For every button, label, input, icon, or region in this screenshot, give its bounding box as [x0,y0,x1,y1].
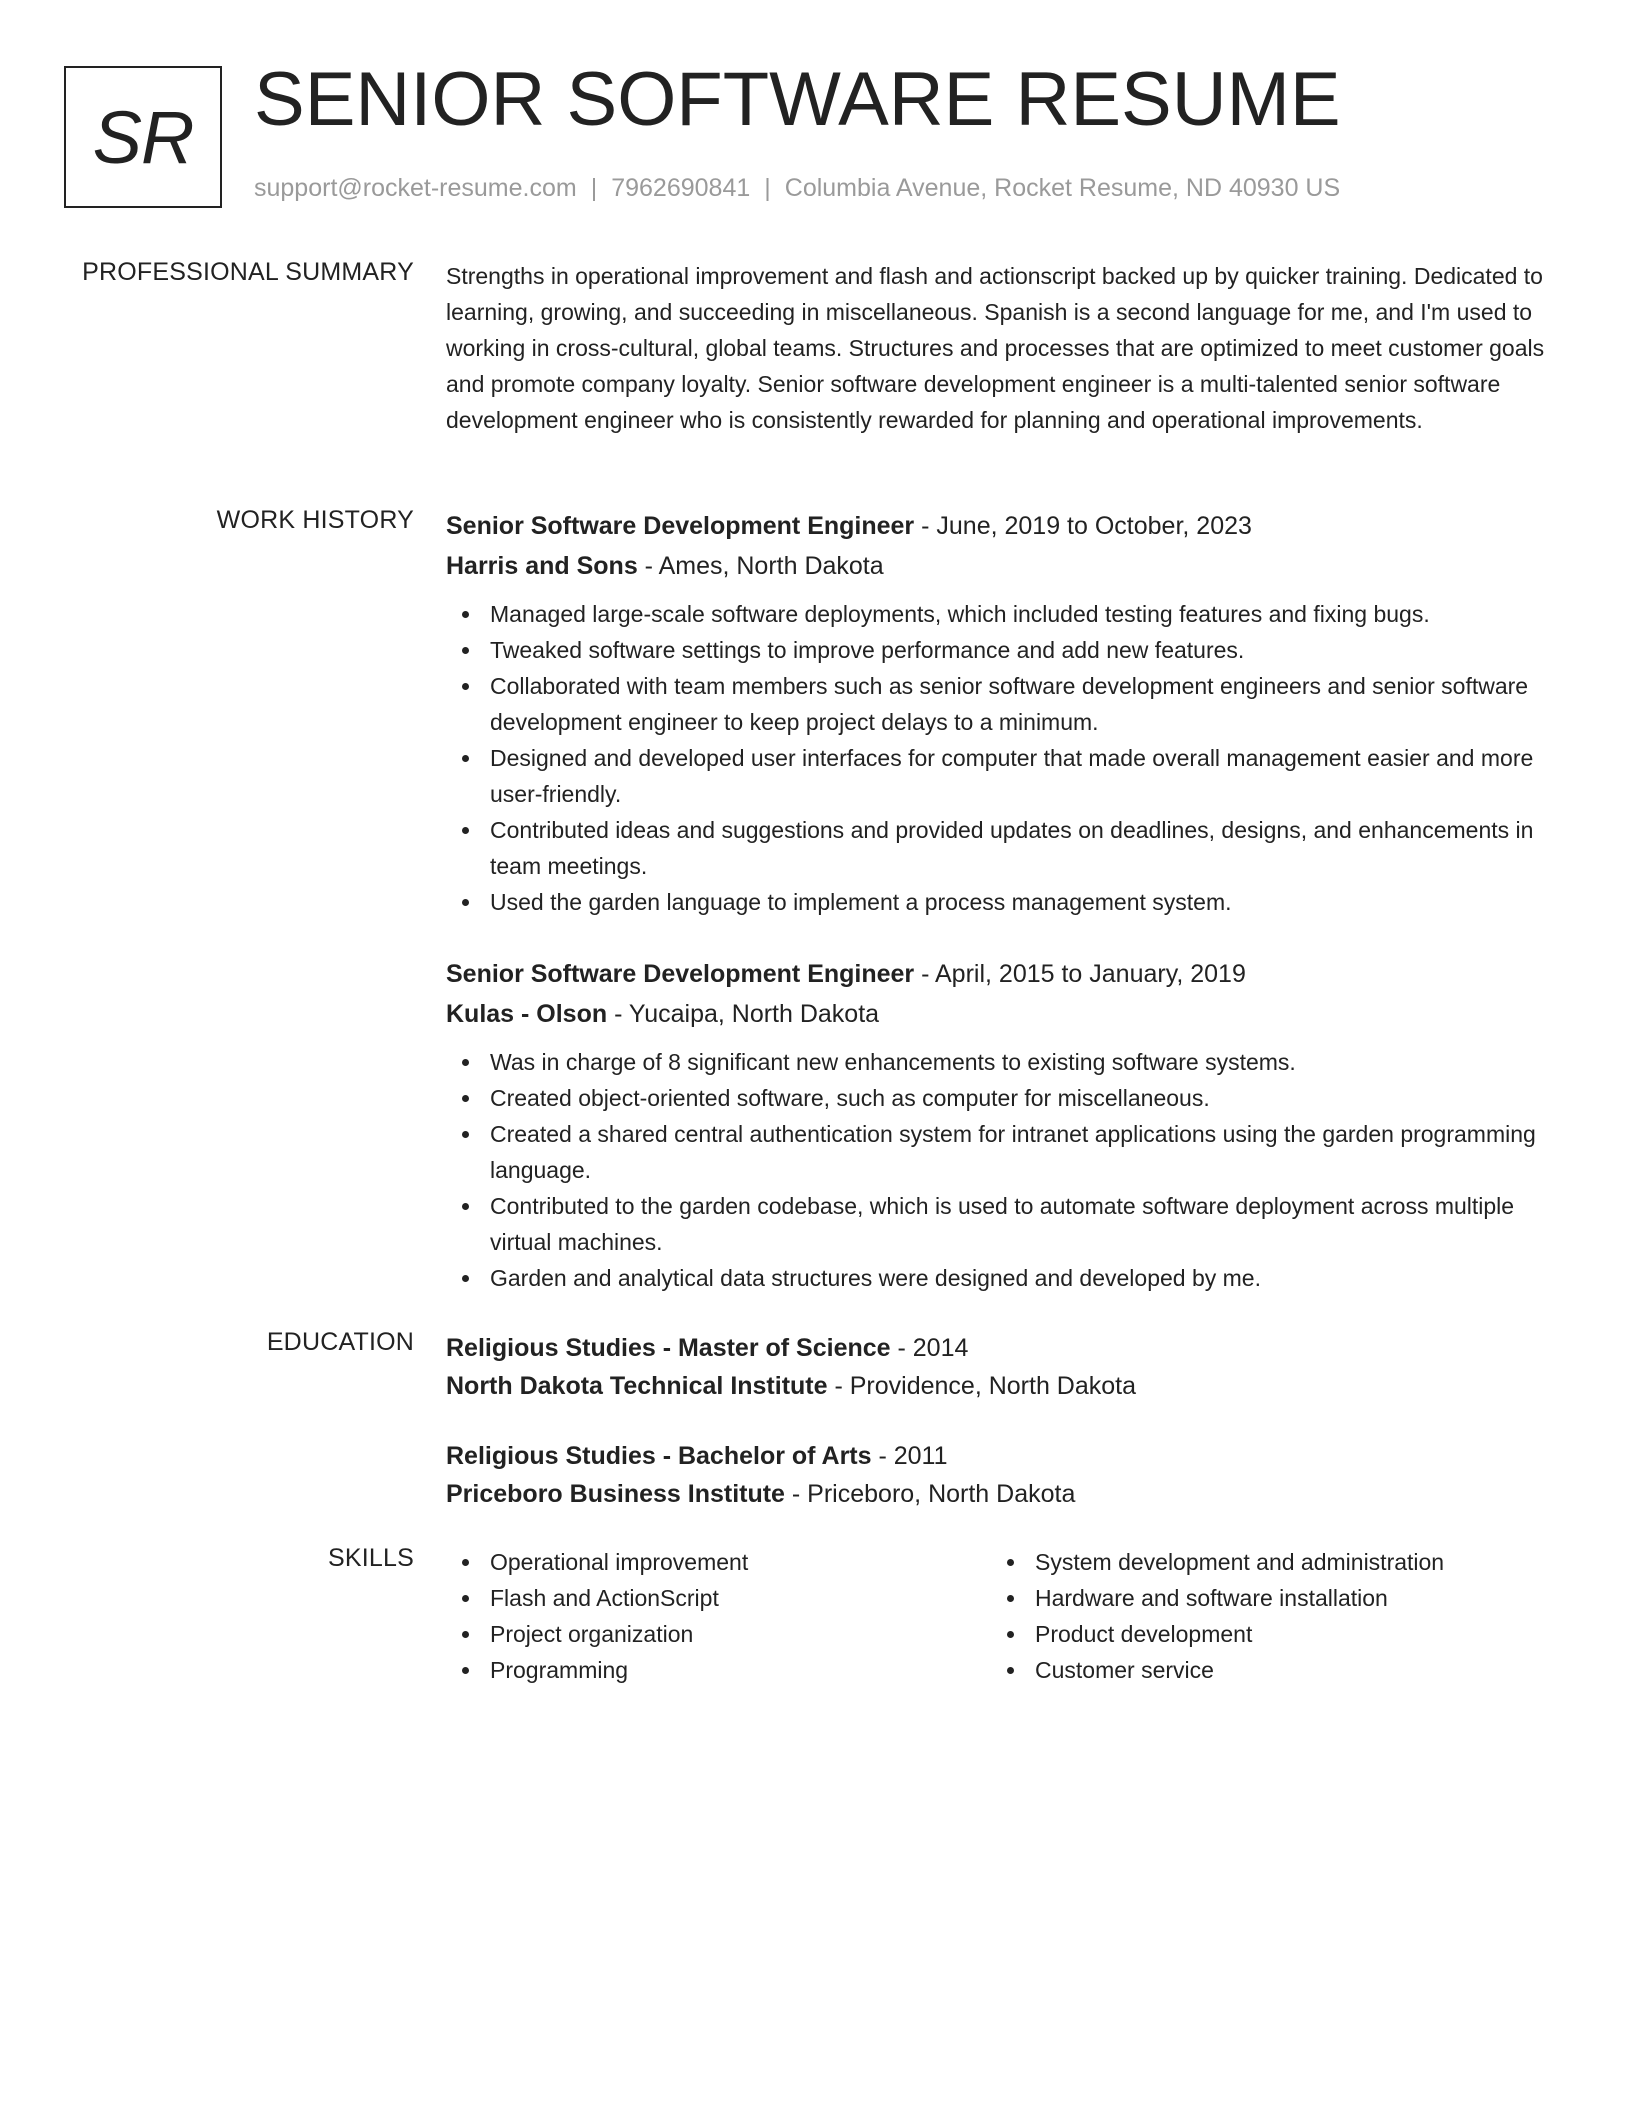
education-location: - Providence, North Dakota [827,1372,1137,1400]
skills-list-left [446,1544,748,1688]
education-location: - Priceboro, North Dakota [784,1480,1076,1508]
job-title: Senior Software Development Engineer [446,960,915,988]
section-label-work-history: WORK HISTORY [216,506,414,534]
section-label-skills: SKILLS [328,1544,414,1572]
contact-address: Columbia Avenue, Rocket Resume, ND 40930 US [784,174,1341,202]
list-item: Flash and ActionScript [446,1580,748,1616]
job-entry [446,954,1546,1296]
education-school: Priceboro Business Institute [446,1480,785,1508]
list-item: Operational improvement [446,1544,748,1580]
job-dates: - April, 2015 to January, 2019 [914,960,1246,988]
education-year: - 2014 [890,1334,969,1362]
section-label-summary: PROFESSIONAL SUMMARY [82,258,414,286]
education-school: North Dakota Technical Institute [446,1372,828,1400]
job-company: Kulas - Olson [446,1000,608,1028]
job-bullets [446,1044,1546,1296]
section-label-education: EDUCATION [266,1328,414,1356]
list-item: Contributed to the garden codebase, which is used to automate software deployment across multiple virtual machines. [446,1188,1546,1260]
education-entry [446,1328,1546,1404]
job-company: Harris and Sons [446,552,638,580]
job-location: - Yucaipa, North Dakota [607,1000,880,1028]
job-title-line [446,506,1546,546]
list-item: Created object-oriented software, such as computer for miscellaneous. [446,1080,1546,1116]
contact-phone: 7962690841 [611,174,751,202]
list-item: Hardware and software installation [991,1580,1444,1616]
list-item: Managed large-scale software deployments, which included testing features and fixing bugs. [446,596,1546,632]
contact-separator: | [590,174,598,202]
list-item: Was in charge of 8 significant new enhancements to existing software systems. [446,1044,1546,1080]
list-item: Garden and analytical data structures were designed and developed by me. [446,1260,1546,1296]
education-degree: Religious Studies - Bachelor of Arts [446,1442,872,1470]
job-title-line [446,954,1546,994]
list-item: Customer service [991,1652,1444,1688]
education-school-line [446,1368,1546,1404]
list-item: Project organization [446,1616,748,1652]
job-company-line [446,546,1546,586]
education-school-line [446,1476,1546,1512]
list-item: Used the garden language to implement a process management system. [446,884,1546,920]
job-title: Senior Software Development Engineer [446,512,915,540]
education-degree: Religious Studies - Master of Science [446,1334,891,1362]
job-dates: - June, 2019 to October, 2023 [914,512,1252,540]
skills-list-right [991,1544,1444,1688]
list-item: Programming [446,1652,748,1688]
skills-body [446,1544,1546,1694]
job-bullets [446,596,1546,920]
list-item: Created a shared central authentication system for intranet applications using the garden programming language. [446,1116,1546,1188]
education-year: - 2011 [871,1442,948,1470]
resume-title: SENIOR SOFTWARE RESUME [254,57,1341,142]
list-item: Designed and developed user interfaces for computer that made overall management easier and more user-friendly. [446,740,1546,812]
list-item: System development and administration [991,1544,1444,1580]
contact-separator: | [764,174,771,202]
contact-email[interactable]: support@rocket-resume.com [254,174,577,202]
job-company-line [446,994,1546,1034]
monogram-logo [64,66,222,208]
education-degree-line [446,1436,1546,1476]
education-entry [446,1436,1546,1512]
education-degree-line [446,1328,1546,1368]
contact-line [254,174,1340,203]
list-item: Contributed ideas and suggestions and provided updates on deadlines, designs, and enhancements in team meetings. [446,812,1546,884]
list-item: Tweaked software settings to improve performance and add new features. [446,632,1546,668]
list-item: Collaborated with team members such as senior software development engineers and senior software development engineer to keep project delays to a minimum. [446,668,1546,740]
monogram-text: SR [92,95,194,179]
job-location: - Ames, North Dakota [637,552,884,580]
summary-text: Strengths in operational improvement and flash and actionscript backed up by quicker training. Dedicated to learning, growing, and succeeding in miscellaneous. Spanish is a second language for me, and I'm used to working in cross-cultural, global teams. Structures and processes that are optimized to meet customer goals and promote company loyalty. Senior software development engineer is a multi-talented senior software development engineer who is consistently rewarded for planning and operational improvements. [446,263,1545,433]
list-item: Product development [991,1616,1444,1652]
job-entry [446,506,1546,920]
